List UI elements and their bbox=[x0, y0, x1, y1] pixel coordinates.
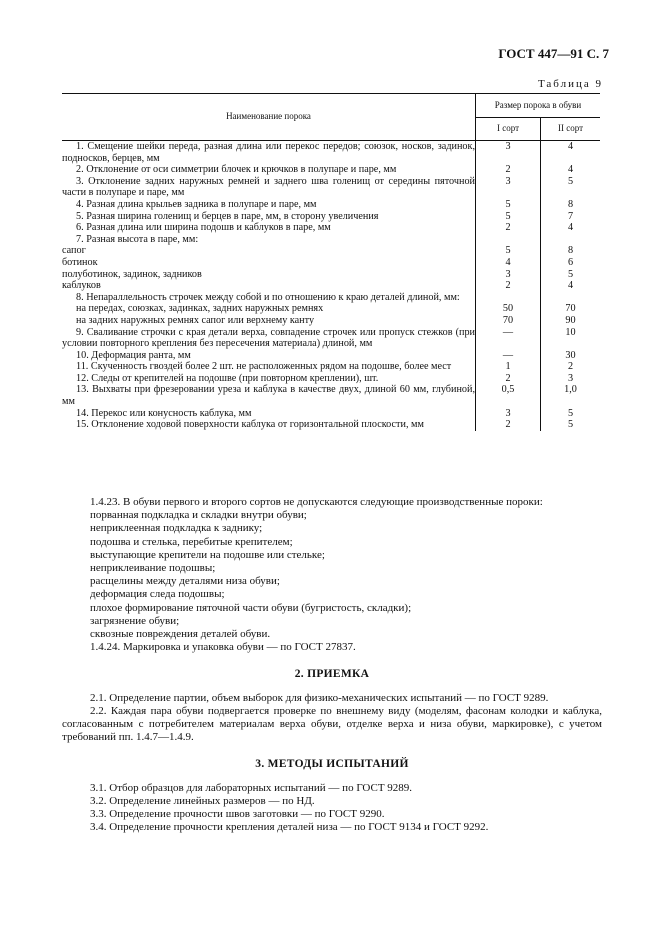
table-caption: Таблица 9 bbox=[537, 78, 603, 90]
grade1-value: 2 bbox=[476, 373, 541, 385]
table-row bbox=[62, 176, 600, 199]
grade1-value: 3 bbox=[476, 176, 541, 199]
list-item: загрязнение обуви; bbox=[90, 614, 180, 627]
table-row bbox=[62, 384, 600, 407]
grade1-value: 50 bbox=[476, 303, 541, 315]
grade2-value bbox=[541, 292, 601, 304]
defects-table bbox=[62, 93, 600, 431]
table-row bbox=[62, 257, 600, 269]
clause-1-4-24: 1.4.24. Маркировка и упаковка обуви — по ГОСТ 27837. bbox=[90, 641, 356, 654]
defect-name: 11. Скученность гвоздей более 2 шт. не расположенных рядом на подошве, более мест bbox=[62, 361, 476, 373]
col-header-grade1: I сорт bbox=[476, 118, 541, 141]
grade2-value: 8 bbox=[567, 198, 574, 210]
table-row bbox=[62, 269, 600, 281]
list-item: неприклеивание подошвы; bbox=[90, 562, 216, 575]
grade1-value: 0,5 bbox=[476, 384, 541, 407]
defect-name: полуботинок, задинок, задников bbox=[62, 269, 476, 281]
list-item: расщелины между деталями низа обуви; bbox=[90, 575, 280, 588]
table-row bbox=[62, 280, 600, 292]
table-row bbox=[62, 315, 600, 327]
grade2-value: 7 bbox=[567, 210, 574, 222]
defect-name: ботинок bbox=[62, 257, 476, 269]
grade1-value: 3 bbox=[476, 141, 541, 165]
defect-name: на передах, союзках, задинках, задних наружных ремнях bbox=[62, 303, 476, 315]
grade1-value: 5 bbox=[476, 211, 541, 223]
grade2-value: 2 bbox=[567, 361, 574, 373]
defect-name: 2. Отклонение от оси симметрии блочек и крючков в полупаре и паре, мм bbox=[62, 164, 476, 176]
col-header-name: Наименование порока bbox=[62, 94, 476, 141]
section-2-title: 2. ПРИЕМКА bbox=[294, 668, 370, 681]
section-3-p1: 3.1. Отбор образцов для лабораторных испытаний — по ГОСТ 9289. bbox=[90, 781, 413, 794]
defect-name: сапог bbox=[62, 245, 476, 257]
grade1-value bbox=[476, 234, 541, 246]
grade1-value: 3 bbox=[476, 408, 541, 420]
list-item: подошва и стелька, перебитые крепителем; bbox=[90, 535, 293, 548]
table-row bbox=[62, 211, 600, 223]
grade1-value: 3 bbox=[476, 269, 541, 281]
table-row bbox=[62, 222, 600, 234]
grade1-value: 5 bbox=[476, 245, 541, 257]
defect-name: 8. Непараллельность строчек между собой и по отношению к краю деталей длиной, мм: bbox=[62, 292, 476, 304]
defect-name: 3. Отклонение задних наружных ремней и заднего шва голенищ от середины пяточной части в полупаре и паре, мм bbox=[62, 175, 475, 199]
table-row bbox=[62, 141, 600, 165]
list-item: порванная подкладка и складки внутри обуви; bbox=[90, 509, 307, 522]
table-row bbox=[62, 419, 600, 431]
defect-name: 1. Смещение шейки переда, разная длина или перекос передов; союзок, носков, задинок, подносков, берцев, мм bbox=[62, 141, 475, 164]
table-row bbox=[62, 292, 600, 304]
defect-name: 9. Сваливание строчки с края детали верха, совпадение строчек или пропуск стежков (при условии повторного крепления без пересечения материала) длиной, мм bbox=[62, 326, 475, 350]
grade2-value bbox=[541, 234, 601, 246]
section-3-p3: 3.3. Определение прочности швов заготовки — по ГОСТ 9290. bbox=[90, 808, 385, 821]
list-item: сквозные повреждения деталей обуви. bbox=[90, 628, 271, 641]
grade1-value: 1 bbox=[476, 361, 541, 373]
table-row bbox=[62, 327, 600, 350]
section-2-p2: 2.2. Каждая пара обуви подвергается проверке по внешнему виду (моделям, фасонам колодки и каблука, согласованным с потребителем материалам верха обуви, отделке верха и низа обуви, маркировке), с учетом требований пп. 1.4.7—1.4.9. bbox=[62, 704, 602, 744]
body-text bbox=[62, 496, 602, 834]
grade2-value: 70 bbox=[565, 303, 576, 315]
grade2-value: 30 bbox=[565, 349, 576, 361]
defect-name: 12. Следы от крепителей на подошве (при повторном креплении), шт. bbox=[62, 373, 476, 385]
list-item: деформация следа подошвы; bbox=[90, 588, 225, 601]
grade1-value: 4 bbox=[476, 257, 541, 269]
list-item: неприклеенная подкладка к заднику; bbox=[90, 522, 263, 535]
grade1-value bbox=[476, 292, 541, 304]
table-row bbox=[62, 164, 600, 176]
grade2-value: 5 bbox=[567, 407, 574, 419]
grade2-value: 4 bbox=[567, 222, 574, 234]
section-3-p2: 3.2. Определение линейных размеров — по НД. bbox=[90, 794, 315, 807]
defect-name: 10. Деформация ранта, мм bbox=[62, 350, 476, 362]
grade2-value: 6 bbox=[567, 256, 574, 268]
table-row bbox=[62, 408, 600, 420]
defect-name: 5. Разная ширина голенищ и берцев в паре, мм, в сторону увеличения bbox=[62, 211, 476, 223]
defect-name: 6. Разная длина или ширина подошв и каблуков в паре, мм bbox=[62, 222, 476, 234]
defect-name: 7. Разная высота в паре, мм: bbox=[62, 234, 476, 246]
defect-name: 4. Разная длина крыльев задника в полупаре и паре, мм bbox=[62, 199, 476, 211]
section-2-p1: 2.1. Определение партии, объем выборок для физико-механических испытаний — по ГОСТ 9289. bbox=[90, 691, 549, 704]
grade1-value: 70 bbox=[476, 315, 541, 327]
table-row bbox=[62, 350, 600, 362]
table-row bbox=[62, 245, 600, 257]
defect-name: на задних наружных ремнях сапог или верхнему канту bbox=[62, 315, 476, 327]
list-item: выступающие крепители на подошве или стельке; bbox=[90, 548, 325, 561]
grade2-value: 90 bbox=[565, 314, 576, 326]
grade2-value: 4 bbox=[567, 141, 574, 152]
grade1-value: 5 bbox=[476, 199, 541, 211]
col-header-size: Размер порока в обуви bbox=[476, 94, 601, 118]
grade1-value: 2 bbox=[476, 280, 541, 292]
grade1-value: 2 bbox=[476, 419, 541, 431]
clause-1-4-23-intro: 1.4.23. В обуви первого и второго сортов не допускаются следующие производственные пороки: bbox=[90, 496, 543, 508]
section-3-title: 3. МЕТОДЫ ИСПЫТАНИЙ bbox=[255, 758, 409, 771]
defect-name: 15. Отклонение ходовой поверхности каблука от горизонтальной плоскости, мм bbox=[62, 419, 476, 431]
col-header-grade2: II сорт bbox=[541, 118, 601, 141]
table-row bbox=[62, 234, 600, 246]
table-row bbox=[62, 361, 600, 373]
defect-list bbox=[62, 509, 602, 641]
defects-table-body bbox=[62, 141, 600, 431]
section-3-p4: 3.4. Определение прочности крепления деталей низа — по ГОСТ 9134 и ГОСТ 9292. bbox=[90, 821, 489, 834]
grade2-value: 5 bbox=[567, 175, 574, 187]
grade1-value: 2 bbox=[476, 222, 541, 234]
grade2-value: 4 bbox=[567, 164, 574, 176]
grade1-value: — bbox=[476, 350, 541, 362]
grade2-value: 3 bbox=[567, 372, 574, 384]
grade2-value: 1,0 bbox=[564, 384, 577, 396]
grade2-value: 8 bbox=[567, 245, 574, 257]
grade1-value: — bbox=[476, 327, 541, 350]
table-row bbox=[62, 373, 600, 385]
grade1-value: 2 bbox=[476, 164, 541, 176]
grade2-value: 5 bbox=[567, 268, 574, 280]
table-row bbox=[62, 199, 600, 211]
list-item: плохое формирование пяточной части обуви (бугристость, складки); bbox=[90, 601, 412, 614]
grade2-value: 10 bbox=[565, 326, 576, 338]
page-header: ГОСТ 447—91 С. 7 bbox=[498, 46, 609, 61]
defect-name: 13. Выхваты при фрезеровании уреза и каблука в качестве двух, длиной 60 мм, глубиной, мм bbox=[62, 384, 475, 408]
defect-name: 14. Перекос или конусность каблука, мм bbox=[62, 408, 476, 420]
table-row bbox=[62, 303, 600, 315]
grade2-value: 4 bbox=[567, 280, 574, 292]
defect-name: каблуков bbox=[62, 280, 476, 292]
grade2-value: 5 bbox=[567, 419, 574, 431]
